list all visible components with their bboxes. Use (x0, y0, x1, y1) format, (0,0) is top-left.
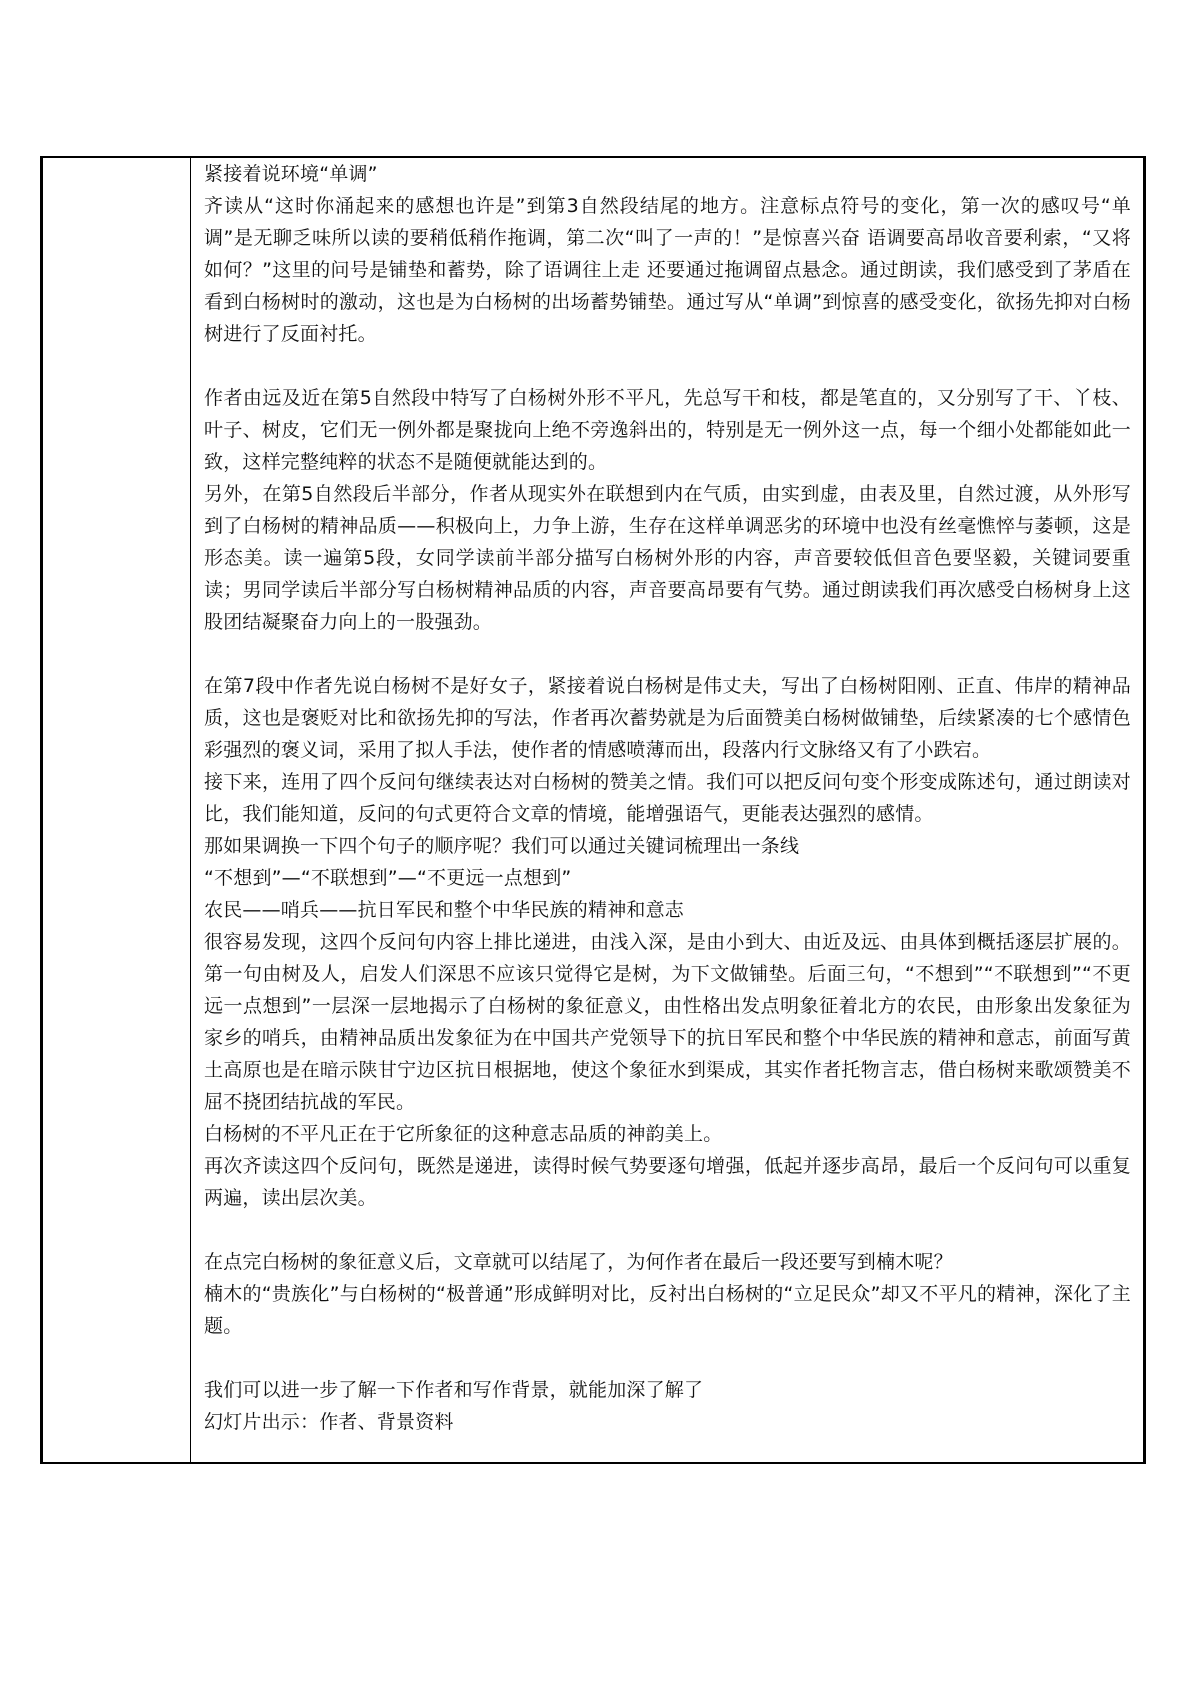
text-paragraph: 楠木的“贵族化”与白杨树的“极普通”形成鲜明对比，反衬出白杨树的“立足民众”却又不平凡的精神，深化了主题。 (204, 1283, 1131, 1337)
blank-line (204, 350, 1131, 382)
text-paragraph: 很容易发现，这四个反问句内容上排比递进，由浅入深，是由小到大、由近及远、由具体到概括逐层扩展的。第一句由树及人，启发人们深思不应该只觉得它是树，为下文做铺垫。后面三句，“不想到”“不联想到”“不更远一点想到”一层深一层地揭示了白杨树的象征意义，由性格出发点明象征着北方的农民，由形象出发象征为家乡的哨兵，由精神品质出发象征为在中国共产党领导下的抗日军民和整个中华民族的精神和意志，前面写黄土高原也是在暗示陕甘宁边区抗日根据地，使这个象征水到渠成，其实作者托物言志，借白杨树来歌颂赞美不屈不挠团结抗战的军民。 (204, 931, 1131, 1113)
text-line: 幻灯片出示：作者、背景资料 (204, 1411, 454, 1433)
text-line: 农民——哨兵——抗日军民和整个中华民族的精神和意志 (204, 899, 685, 921)
text-line: 紧接着说环境“单调” (204, 163, 378, 185)
text-paragraph: 在第7段中作者先说白杨树不是好女子，紧接着说白杨树是伟丈夫，写出了白杨树阳刚、正直、伟岸的精神品质，这也是褒贬对比和欲扬先抑的写法，作者再次蓄势就是为后面赞美白杨树做铺垫，后续紧凑的七个感情色彩强烈的褒义词，采用了拟人手法，使作者的情感喷薄而出，段落内行文脉络又有了小跌宕。 (204, 675, 1131, 761)
text-paragraph: 接下来，连用了四个反问句继续表达对白杨树的赞美之情。我们可以把反问句变个形变成陈述句，通过朗读对比，我们能知道，反问的句式更符合文章的情境，能增强语气，更能表达强烈的感情。 (204, 771, 1131, 825)
text-paragraph: 作者由远及近在第5自然段中特写了白杨树外形不平凡，先总写干和枝，都是笔直的，又分别写了干、丫枝、叶子、树皮，它们无一例外都是聚拢向上绝不旁逸斜出的，特别是无一例外这一点，每一个细小处都能如此一致，这样完整纯粹的状态不是随便就能达到的。 (204, 387, 1131, 473)
blank-line (204, 638, 1131, 670)
blank-line (204, 1214, 1131, 1246)
lesson-content-cell (192, 158, 1143, 1462)
empty-left-cell (43, 158, 191, 1462)
text-paragraph: 再次齐读这四个反问句，既然是递进，读得时候气势要逐句增强，低起并逐步高昂，最后一个反问句可以重复两遍，读出层次美。 (204, 1155, 1131, 1209)
blank-line (204, 1342, 1131, 1374)
text-line: 白杨树的不平凡正在于它所象征的这种意志品质的神韵美上。 (204, 1123, 723, 1145)
text-line: 那如果调换一下四个句子的顺序呢？我们可以通过关键词梳理出一条线 (204, 835, 800, 857)
text-line: 我们可以进一步了解一下作者和写作背景，就能加深了解了 (204, 1379, 704, 1401)
text-paragraph: 齐读从“这时你涌起来的感想也许是”到第3自然段结尾的地方。注意标点符号的变化，第一次的感叹号“单调”是无聊乏味所以读的要稍低稍作拖调，第二次“叫了一声的！”是惊喜兴奋 语调要高昂收音要利索，“又将如何？”这里的问号是铺垫和蓄势，除了语调往上走 还要通过拖调留点悬念。通过朗读，我们感受到了茅盾在看到白杨树时的激动，这也是为白杨树的出场蓄势铺垫。通过写从“单调”到惊喜的感受变化，欲扬先抑对白杨树进行了反面衬托。 (204, 195, 1131, 345)
lesson-table (40, 156, 1146, 1464)
text-line: 在点完白杨树的象征意义后，文章就可以结尾了，为何作者在最后一段还要写到楠木呢？ (204, 1251, 953, 1273)
text-paragraph: 另外，在第5自然段后半部分，作者从现实外在联想到内在气质，由实到虚，由表及里，自然过渡，从外形写到了白杨树的精神品质——积极向上，力争上游，生存在这样单调恶劣的环境中也没有丝毫憔悴与萎顿，这是形态美。读一遍第5段，女同学读前半部分描写白杨树外形的内容，声音要较低但音色要坚毅，关键词要重读；男同学读后半部分写白杨树精神品质的内容，声音要高昂要有气势。通过朗读我们再次感受白杨树身上这股团结凝聚奋力向上的一股强劲。 (204, 483, 1131, 633)
text-line: “不想到”—“不联想到”—“不更远一点想到” (204, 867, 572, 889)
